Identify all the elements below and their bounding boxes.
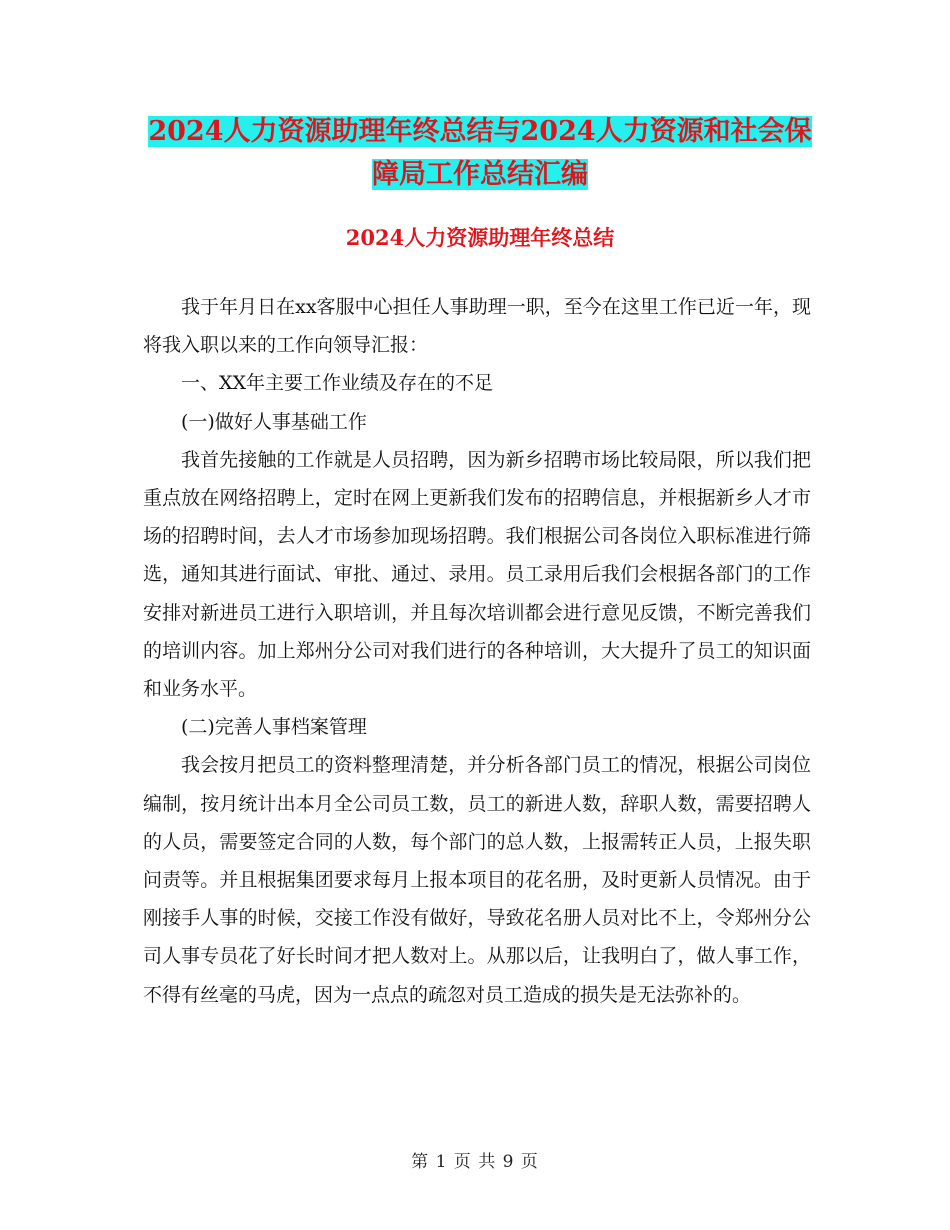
paragraph-recruitment: 我首先接触的工作就是人员招聘，因为新乡招聘市场比较局限，所以我们把重点放在网络招聘上，定时在网上更新我们发布的招聘信息，并根据新乡人才市场的招聘时间，去人才市场参加现场招聘。我们根据公司各岗位入职标准进行筛选，通知其进行面试、审批、通过、录用。员工录用后我们会根据各部门的工作安排对新进员工进行入职培训，并且每次培训都会进行意见反馈，不断完善我们的培训内容。加上郑州分公司对我们进行的各种培训，大大提升了员工的知识面和业务水平。 [143, 448, 811, 701]
paragraph-archives: 我会按月把员工的资料整理清楚，并分析各部门员工的情况，根据公司岗位编制，按月统计出本月全公司员工数，员工的新进人数，辞职人数，需要招聘人的人员，需要签定合同的人数，每个部门的总人数，上报需转正人员，上报失职问责等。并且根据集团要求每月上报本项目的花名册，及时更新人员情况。由于刚接手人事的时候，交接工作没有做好，导致花名册人员对比不上，令郑州分公司人事专员花了好长时间才把人数对上。从那以后，让我明白了，做人事工作，不得有丝毫的马虎，因为一点点的疏忽对员工造成的损失是无法弥补的。 [143, 754, 811, 1006]
document-title-highlight-1: 2024人力资源助理年终总结与2024人力资源和社会保 [148, 116, 812, 147]
paragraph-subheading-2: (二)完善人事档案管理 [181, 716, 367, 739]
document-title-highlight-2: 障局工作总结汇编 [372, 159, 588, 190]
paragraph-intro: 我于年月日在xx客服中心担任人事助理一职，至今在这里工作已近一年，现将我入职以来的工作向领导汇报： [143, 296, 811, 357]
document-title-line-1 [140, 110, 820, 154]
section-heading: 2024人力资源助理年终总结 [345, 225, 615, 250]
document-title-line-2 [140, 153, 820, 197]
paragraph-subheading-1: (一)做好人事基础工作 [181, 410, 367, 433]
paragraph-heading-1: 一、XX年主要工作业绩及存在的不足 [181, 372, 494, 395]
document-body [143, 288, 811, 1014]
page-number-footer: 第 1 页 共 9 页 [411, 1152, 539, 1172]
